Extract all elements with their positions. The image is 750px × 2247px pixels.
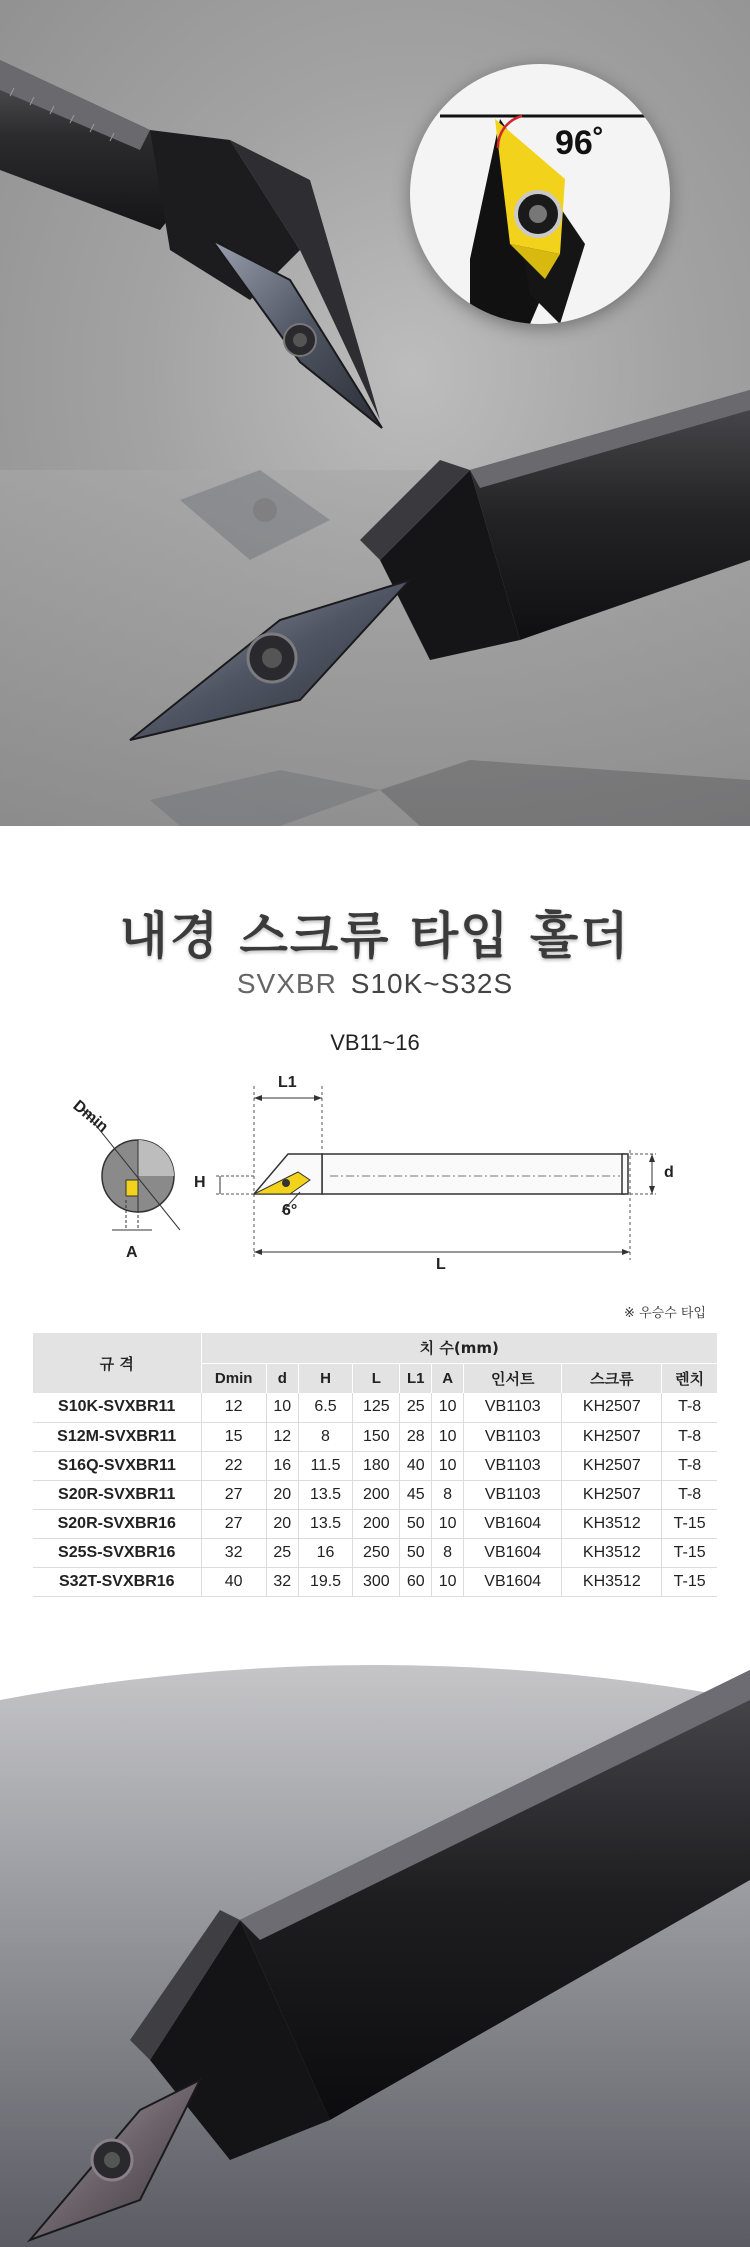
value-cell: 180 [353, 1451, 400, 1480]
value-cell: VB1103 [464, 1451, 562, 1480]
value-cell: VB1103 [464, 1393, 562, 1422]
dimension-diagram [0, 1074, 750, 1280]
value-cell: KH3512 [562, 1509, 662, 1538]
value-cell: 12 [201, 1393, 266, 1422]
value-cell: 11.5 [298, 1451, 353, 1480]
value-cell: VB1604 [464, 1509, 562, 1538]
value-cell: 20 [266, 1480, 298, 1509]
column-header: H [298, 1363, 353, 1393]
value-cell: 200 [353, 1480, 400, 1509]
side-view [216, 1086, 656, 1260]
model-cell: S20R-SVXBR16 [33, 1509, 201, 1538]
bottom-product-photo [0, 1640, 750, 2247]
value-cell: 12 [266, 1422, 298, 1451]
value-cell: 15 [201, 1422, 266, 1451]
table-row [33, 1451, 717, 1480]
model-cell: S16Q-SVXBR11 [33, 1451, 201, 1480]
value-cell: 8 [298, 1422, 353, 1451]
value-cell: 32 [201, 1538, 266, 1567]
value-cell: 20 [266, 1509, 298, 1538]
value-cell: T-8 [662, 1393, 717, 1422]
value-cell: 50 [400, 1509, 432, 1538]
model-cell: S10K-SVXBR11 [33, 1393, 201, 1422]
value-cell: 45 [400, 1480, 432, 1509]
value-cell: 200 [353, 1509, 400, 1538]
model-cell: S25S-SVXBR16 [33, 1538, 201, 1567]
value-cell: 60 [400, 1567, 432, 1596]
value-cell: KH2507 [562, 1422, 662, 1451]
angle-detail-drawing [410, 64, 670, 324]
value-cell: VB1604 [464, 1567, 562, 1596]
value-cell: KH3512 [562, 1567, 662, 1596]
value-cell: KH2507 [562, 1393, 662, 1422]
value-cell: 25 [266, 1538, 298, 1567]
value-cell: T-8 [662, 1422, 717, 1451]
value-cell: T-15 [662, 1538, 717, 1567]
value-cell: 8 [432, 1538, 464, 1567]
value-cell: VB1103 [464, 1422, 562, 1451]
value-cell: 8 [432, 1480, 464, 1509]
value-cell: 16 [298, 1538, 353, 1567]
value-cell: 6.5 [298, 1393, 353, 1422]
column-header: 스크류 [562, 1363, 662, 1393]
value-cell: 150 [353, 1422, 400, 1451]
value-cell: 250 [353, 1538, 400, 1567]
table-group-header-row [33, 1333, 717, 1363]
value-cell: 40 [201, 1567, 266, 1596]
value-cell: 10 [432, 1393, 464, 1422]
table-row [33, 1393, 717, 1422]
angle-6-label: 6° [282, 1202, 298, 1219]
model-cell: S32T-SVXBR16 [33, 1567, 201, 1596]
l1-label: L1 [278, 1074, 297, 1091]
value-cell: 10 [432, 1509, 464, 1538]
column-header: d [266, 1363, 298, 1393]
approach-angle-detail [410, 64, 670, 324]
approach-angle-label: 96˚ [555, 124, 605, 162]
h-label: H [194, 1174, 206, 1191]
bottom-tool-illustration [0, 1640, 750, 2247]
value-cell: KH3512 [562, 1538, 662, 1567]
dimension-drawing [0, 1080, 750, 1280]
value-cell: 300 [353, 1567, 400, 1596]
table-row [33, 1538, 717, 1567]
model-cell: S20R-SVXBR11 [33, 1480, 201, 1509]
dmin-label: Dmin [69, 1097, 112, 1136]
spec-table-body [33, 1393, 717, 1596]
value-cell: 27 [201, 1480, 266, 1509]
table-row [33, 1567, 717, 1596]
l-label: L [436, 1256, 446, 1273]
value-cell: T-15 [662, 1509, 717, 1538]
spec-table [33, 1333, 717, 1597]
value-cell: 50 [400, 1538, 432, 1567]
column-header: L1 [400, 1363, 432, 1393]
value-cell: T-8 [662, 1451, 717, 1480]
value-cell: 13.5 [298, 1480, 353, 1509]
table-row [33, 1422, 717, 1451]
value-cell: 125 [353, 1393, 400, 1422]
model-series: SVXBR [236, 968, 337, 999]
a-label: A [126, 1244, 138, 1261]
model-cell: S12M-SVXBR11 [33, 1422, 201, 1451]
value-cell: 10 [266, 1393, 298, 1422]
table-row [33, 1480, 717, 1509]
value-cell: 10 [432, 1422, 464, 1451]
value-cell: 13.5 [298, 1509, 353, 1538]
column-header: Dmin [201, 1363, 266, 1393]
value-cell: 22 [201, 1451, 266, 1480]
spec-column-header: 규 격 [33, 1333, 201, 1393]
value-cell: 10 [432, 1451, 464, 1480]
value-cell: 16 [266, 1451, 298, 1480]
value-cell: 40 [400, 1451, 432, 1480]
value-cell: VB1103 [464, 1480, 562, 1509]
column-header: 인서트 [464, 1363, 562, 1393]
value-cell: KH2507 [562, 1451, 662, 1480]
value-cell: 32 [266, 1567, 298, 1596]
value-cell: 19.5 [298, 1567, 353, 1596]
dimension-group-header: 치 수(mm) [201, 1333, 717, 1363]
value-cell: KH2507 [562, 1480, 662, 1509]
table-note: ※ 우승수 타입 [624, 1306, 706, 1321]
table-row [33, 1509, 717, 1538]
model-range: S10K~S32S [350, 968, 514, 999]
column-header: L [353, 1363, 400, 1393]
value-cell: T-8 [662, 1480, 717, 1509]
value-cell: VB1604 [464, 1538, 562, 1567]
value-cell: 25 [400, 1393, 432, 1422]
hero-product-photo [0, 0, 750, 826]
column-header: A [432, 1363, 464, 1393]
upper-tool [0, 60, 382, 428]
value-cell: 10 [432, 1567, 464, 1596]
value-cell: 28 [400, 1422, 432, 1451]
page-title: 내경 스크류 타입 홀더 [119, 907, 631, 965]
d-label: d [664, 1164, 674, 1181]
insert-range: VB11~16 [330, 1030, 420, 1055]
value-cell: T-15 [662, 1567, 717, 1596]
column-header: 렌치 [662, 1363, 717, 1393]
product-subtitle [0, 968, 750, 1000]
value-cell: 27 [201, 1509, 266, 1538]
